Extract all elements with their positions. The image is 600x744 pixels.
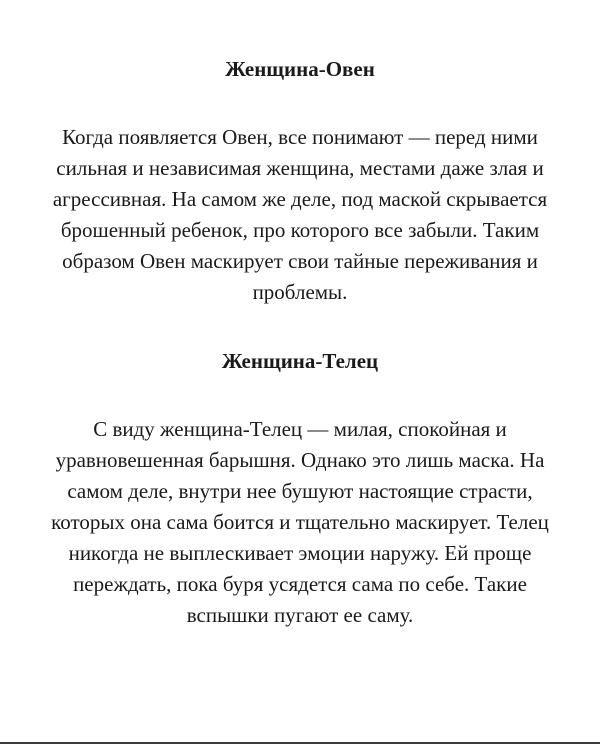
section-title-taurus: Женщина-Телец <box>221 349 379 373</box>
section-text-aries: Когда появляется Овен, все понимают — перед ними сильная и независимая женщина, местами даже злая и агрессивная. На самом же деле, под маской скрывается брошенный ребенок, про которого все забыли. Таким образом Овен маскирует свои тайные переживания и проблемы. <box>52 125 548 304</box>
section-aries <box>38 56 562 308</box>
section-title-aries: Женщина-Овен <box>225 57 375 81</box>
section-text-taurus: С виду женщина-Телец — милая, спокойная и уравновешенная барышня. Однако это лишь маска. На самом деле, внутри нее бушуют настоящие страсти, которых она сама боится и тщательно маскирует. Телец никогда не выплескивает эмоции наружу. Ей проще переждать, пока буря усядется сама по себе. Такие вспышки пугают ее саму. <box>51 417 549 627</box>
section-taurus <box>38 348 562 631</box>
